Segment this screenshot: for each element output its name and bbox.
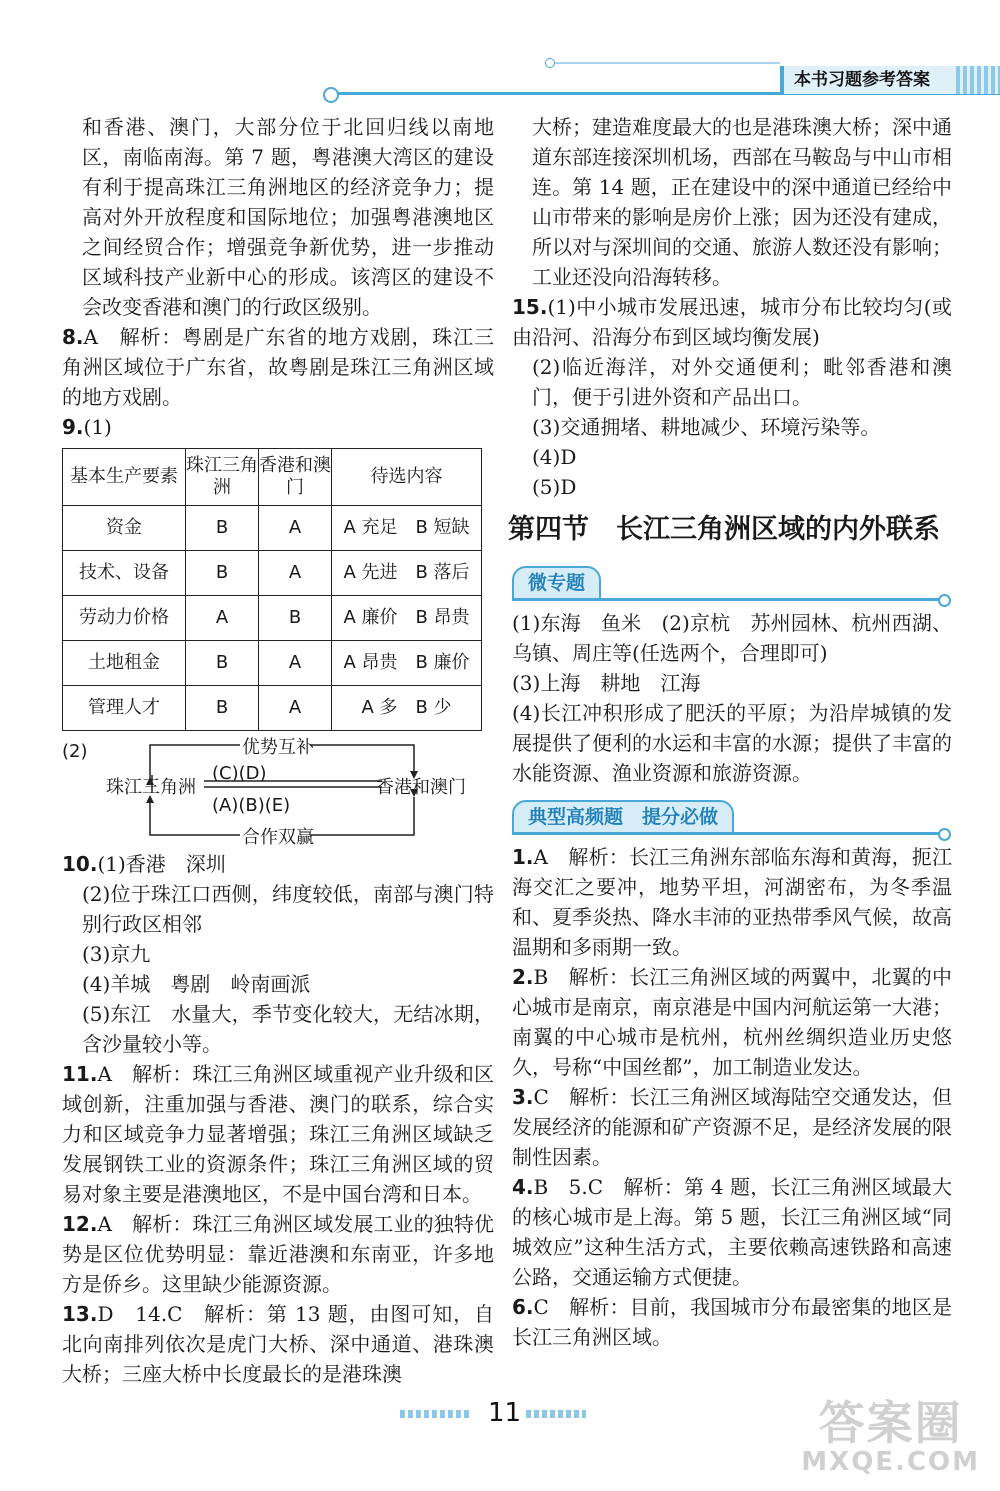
header-title: 本书习题参考答案 xyxy=(794,70,930,90)
header-dot xyxy=(323,87,339,103)
answer-4 xyxy=(512,1172,952,1292)
answer-15-line: (5)D xyxy=(532,475,577,499)
answer-15-line: (3)交通拥堵、耕地减少、环境污染等。 xyxy=(532,415,881,439)
tag-label: 典型高频题 提分必做 xyxy=(512,800,734,834)
answer-number: 1. xyxy=(512,845,534,869)
answer-text: C 解析：长江三角洲区域海陆空交通发达，但发展经济的能源和矿产资源不足，是经济发展的限制性因素。 xyxy=(512,1085,952,1169)
answer-15 xyxy=(512,292,952,352)
diagram-bottom-label: 合作双赢 xyxy=(242,827,314,848)
header-rule-top xyxy=(550,62,780,64)
answer-number: 13. xyxy=(62,1302,98,1326)
answer-number: 15. xyxy=(512,295,548,319)
table-cell: 资金 xyxy=(63,506,186,551)
answer-10-line: (2)位于珠江口西侧，纬度较低，南部与澳门特别行政区相邻 xyxy=(82,882,494,936)
table-cell: 土地租金 xyxy=(63,641,186,686)
footer-decoration-right xyxy=(526,1410,586,1418)
diagram-top-label: 优势互补 xyxy=(242,737,314,758)
answer-10-line: (5)东江 水量大，季节变化较大，无结冰期，含沙量较小等。 xyxy=(82,1002,494,1056)
micro-line: (1)东海 鱼米 (2)京杭 苏州园林、杭州西湖、乌镇、周庄等(任选两个，合理即可) xyxy=(512,611,952,665)
micro-line: (3)上海 耕地 江海 xyxy=(512,671,701,695)
continued-paragraph: 大桥；建造难度最大的也是港珠澳大桥；深中通道东部连接深圳机场，西部在马鞍岛与中山市相连。第 14 题，正在建设中的深中通道已经给中山市带来的影响是房价上涨；因为还没有建成，所以对与深圳间的交通、旅游人数还没有影响；工业还没向沿海转移。 xyxy=(532,115,952,289)
answer-number: 8. xyxy=(62,325,84,349)
answer-number: 11. xyxy=(62,1062,98,1086)
table-row xyxy=(63,686,482,731)
table-cell: A xyxy=(259,641,332,686)
diagram-lower-label: (A)(B)(E) xyxy=(212,795,291,816)
tag-dot xyxy=(938,828,951,841)
answer-13 xyxy=(62,1299,494,1389)
answer-text: B 解析：长江三角洲区域的两翼中，北翼的中心城市是南京，南京港是中国内河航运第一大港；南翼的中心城市是杭州，杭州丝绸织造业历史悠久，号称“中国丝都”，加工制造业发达。 xyxy=(512,965,952,1079)
table-cell: 技术、设备 xyxy=(63,551,186,596)
table-row xyxy=(63,641,482,686)
answer-9 xyxy=(62,412,494,442)
table-cell: B xyxy=(186,686,259,731)
answer-number: 10. xyxy=(62,852,98,876)
diagram-right-node: 香港和澳门 xyxy=(376,777,466,798)
tag-dot xyxy=(938,594,951,607)
table-cell: B xyxy=(186,641,259,686)
answer-number: 4. xyxy=(512,1175,534,1199)
answer-text: A 解析：长江三角洲东部临东海和黄海，扼江海交汇之要冲，地势平坦，河湖密布，为冬季温和、夏季炎热、降水丰沛的亚热带季风气候，故高温期和多雨期一致。 xyxy=(512,845,952,959)
cooperation-diagram xyxy=(62,731,492,849)
answer-2 xyxy=(512,962,952,1082)
answer-text: A 解析：珠江三角洲区域重视产业升级和区域创新，注重加强与香港、澳门的联系，综合实力和区域竞争力显著增强；珠江三角洲区域缺乏发展钢铁工业的资源条件；珠江三角洲区域的贸易对象主要是港澳地区，不是中国台湾和日本。 xyxy=(62,1062,494,1206)
header-dot-top xyxy=(545,58,555,68)
intro-paragraph: 和香港、澳门，大部分位于北回归线以南地区，南临南海。第 7 题，粤港澳大湾区的建设有利于提高珠江三角洲地区的经济竞争力；提高对外开放程度和国际地位；加强粤港澳地区之间经贸合作；增强竞争新优势，进一步推动区域科技产业新中心的形成。该湾区的建设不会改变香港和澳门的行政区级别。 xyxy=(82,115,494,319)
table-cell: A 充足 B 短缺 xyxy=(332,506,482,551)
table-row xyxy=(63,596,482,641)
table-header-cell: 待选内容 xyxy=(332,449,482,506)
answer-10-line: (3)京九 xyxy=(82,942,151,966)
answer-sub: (1) xyxy=(83,415,112,439)
answer-6 xyxy=(512,1292,952,1352)
answer-8 xyxy=(62,322,494,412)
table-header-cell: 基本生产要素 xyxy=(63,449,186,506)
high-frequency-tag xyxy=(512,800,942,834)
tag-rule xyxy=(512,598,942,601)
table-header-cell: 香港和澳门 xyxy=(259,449,332,506)
answer-number: 12. xyxy=(62,1212,98,1236)
table-cell: 劳动力价格 xyxy=(63,596,186,641)
answer-text: C 解析：目前，我国城市分布最密集的地区是长江三角洲区域。 xyxy=(512,1295,952,1349)
table-cell: A xyxy=(186,596,259,641)
answer-number: 2. xyxy=(512,965,534,989)
table-row xyxy=(63,506,482,551)
micro-line: (4)长江冲积形成了肥沃的平原；为沿岸城镇的发展提供了便利的水运和丰富的水源；提供了丰富的水能资源、渔业资源和旅游资源。 xyxy=(512,701,952,785)
table-row xyxy=(63,551,482,596)
answer-number: 9. xyxy=(62,415,84,439)
answer-text: A 解析：珠江三角洲区域发展工业的独特优势是区位优势明显：靠近港澳和东南亚，许多地方是侨乡。这里缺少能源资源。 xyxy=(62,1212,494,1296)
answer-number: 3. xyxy=(512,1085,534,1109)
answer-10-line: (4)羊城 粤剧 岭南画派 xyxy=(82,972,311,996)
table-cell: A xyxy=(259,551,332,596)
answer-text: B 5.C 解析：第 4 题，长江三角洲区域最大的核心城市是上海。第 5 题，长江三角洲区域“同城效应”这种生活方式，主要依赖高速铁路和高速公路，交通运输方式便捷。 xyxy=(512,1175,952,1289)
table-cell: 管理人才 xyxy=(63,686,186,731)
answer-text: (1)中小城市发展迅速，城市分布比较均匀(或由沿河、沿海分布到区域均衡发展) xyxy=(512,295,952,349)
table-header-row xyxy=(63,449,482,506)
diagram-sub: (2) xyxy=(62,741,88,762)
tag-label: 微专题 xyxy=(512,566,601,600)
header-stripe-decoration xyxy=(956,66,1000,94)
tag-rule xyxy=(512,832,942,835)
table-cell: B xyxy=(259,596,332,641)
right-column xyxy=(508,112,952,1352)
watermark-logo xyxy=(801,1387,980,1477)
diagram-left-node: 珠江三角洲 xyxy=(106,777,196,798)
table-cell: A 廉价 B 昂贵 xyxy=(332,596,482,641)
answer-12 xyxy=(62,1209,494,1299)
header-title-box xyxy=(780,66,1000,94)
answer-11 xyxy=(62,1059,494,1209)
answer-1 xyxy=(512,842,952,962)
table-cell: B xyxy=(186,506,259,551)
watermark-text: 答案圈 xyxy=(818,1396,963,1450)
answer-15-line: (4)D xyxy=(532,445,577,469)
watermark-url: MXQE.COM xyxy=(801,1447,980,1477)
answer-text: (1)香港 深圳 xyxy=(97,852,226,876)
section-title: 第四节 长江三角洲区域的内外联系 xyxy=(508,514,940,545)
production-factors-table xyxy=(62,448,482,731)
table-cell: A xyxy=(259,686,332,731)
diagram-upper-label: (C)(D) xyxy=(212,763,267,784)
answer-3 xyxy=(512,1082,952,1172)
answer-number: 6. xyxy=(512,1295,534,1319)
answer-text: D 14.C 解析：第 13 题，由图可知，自北向南排列依次是虎门大桥、深中通道、港珠澳大桥；三座大桥中长度最长的是港珠澳 xyxy=(62,1302,494,1386)
answer-10 xyxy=(62,849,494,879)
table-cell: B xyxy=(186,551,259,596)
page-number: 11 xyxy=(488,1398,522,1428)
table-cell: A xyxy=(259,506,332,551)
table-header-cell: 珠江三角洲 xyxy=(186,449,259,506)
answer-15-line: (2)临近海洋，对外交通便利；毗邻香港和澳门，便于引进外资和产品出口。 xyxy=(532,355,952,409)
left-column xyxy=(62,112,494,1389)
table-cell: A 先进 B 落后 xyxy=(332,551,482,596)
table-cell: A 昂贵 B 廉价 xyxy=(332,641,482,686)
answer-text: A 解析：粤剧是广东省的地方戏剧，珠江三角洲区域位于广东省，故粤剧是珠江三角洲区域的地方戏剧。 xyxy=(62,325,494,409)
micro-topic-tag xyxy=(512,566,942,600)
footer-decoration-left xyxy=(400,1410,470,1418)
table-cell: A 多 B 少 xyxy=(332,686,482,731)
